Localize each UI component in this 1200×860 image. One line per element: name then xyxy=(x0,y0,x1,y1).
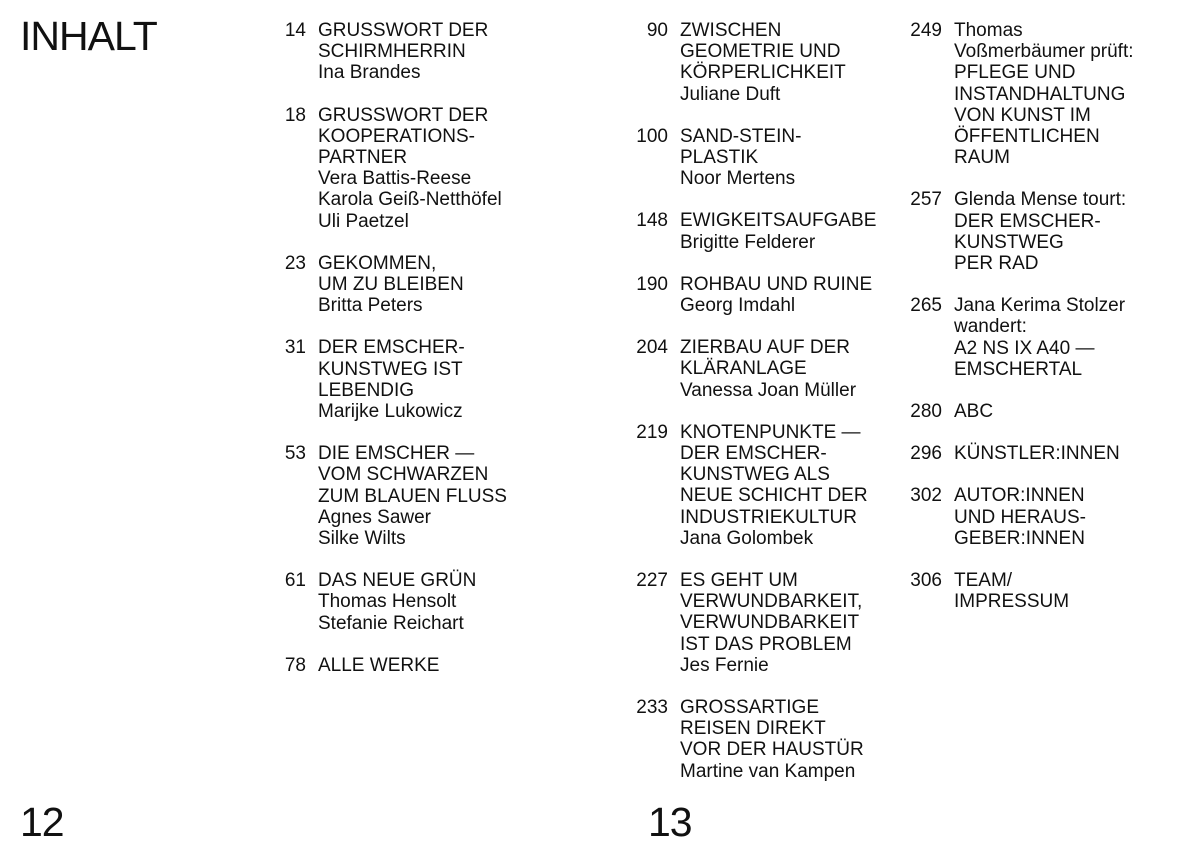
toc-entry-line: ROHBAU UND RUINE xyxy=(680,273,873,295)
toc-entry-line: Juliane Duft xyxy=(680,83,781,105)
toc-entry-line: SCHIRMHERRIN xyxy=(318,41,466,63)
toc-entry-text xyxy=(318,443,578,549)
toc-entry-line: KLÄRANLAGE xyxy=(680,358,807,380)
toc-entry-line: IST DAS PROBLEM xyxy=(680,633,852,655)
toc-entry xyxy=(620,337,915,401)
toc-entry-line: GROSSARTIGE xyxy=(680,697,820,719)
toc-entry-text xyxy=(680,20,915,105)
toc-entry-line: ZWISCHEN xyxy=(680,20,782,41)
toc-page-number: 219 xyxy=(636,421,668,443)
toc-entry-line: UND HERAUS- xyxy=(954,506,1086,528)
toc-page-number: 31 xyxy=(284,337,306,359)
toc-entry-line: VERWUNDBARKEIT, xyxy=(680,591,863,613)
toc-entry-text xyxy=(318,655,578,676)
toc-entry-line: Ina Brandes xyxy=(318,62,421,84)
toc-page-number: 204 xyxy=(636,337,668,359)
toc-entry-text xyxy=(680,126,915,190)
toc-entry-line: ES GEHT UM xyxy=(680,570,798,592)
toc-entry-line: DIE EMSCHER — xyxy=(318,443,475,465)
toc-entry xyxy=(258,655,578,676)
toc-entry-line: UM ZU BLEIBEN xyxy=(318,274,464,296)
toc-column-2 xyxy=(620,20,915,782)
toc-entry-line: wandert: xyxy=(954,316,1027,338)
toc-entry-line: Silke Wilts xyxy=(318,528,406,550)
toc-page-number: 265 xyxy=(910,295,942,317)
toc-entry-line: Agnes Sawer xyxy=(318,506,432,528)
toc-entry-line: NEUE SCHICHT DER xyxy=(680,485,868,507)
toc-page-number: 23 xyxy=(284,252,306,274)
toc-entry-text xyxy=(680,274,915,316)
toc-entry xyxy=(620,422,915,549)
toc-entry-line: PLASTIK xyxy=(680,147,759,169)
toc-entry-line: Georg Imdahl xyxy=(680,295,796,317)
toc-entry-text xyxy=(318,105,578,232)
toc-entry-line: PFLEGE UND xyxy=(954,62,1076,84)
toc-entry xyxy=(620,697,915,782)
toc-page-number: 100 xyxy=(636,125,668,147)
toc-entry-text xyxy=(954,401,1195,422)
toc-entry-line: Jana Golombek xyxy=(680,527,814,549)
toc-entry xyxy=(620,570,915,676)
toc-entry-text xyxy=(954,485,1195,549)
toc-entry-line: KÖRPERLICHKEIT xyxy=(680,62,846,84)
toc-entry-text xyxy=(954,20,1195,168)
toc-entry-text xyxy=(954,443,1195,464)
toc-entry-line: GRUSSWORT DER xyxy=(318,104,489,126)
toc-entry xyxy=(890,485,1195,549)
toc-entry xyxy=(258,105,578,232)
toc-page-number: 53 xyxy=(284,443,306,465)
toc-entry xyxy=(890,20,1195,168)
toc-page-number: 14 xyxy=(284,20,306,41)
toc-entry-text xyxy=(680,697,915,782)
toc-entry-line: Noor Mertens xyxy=(680,168,796,190)
toc-entry-line: Martine van Kampen xyxy=(680,760,856,782)
toc-entry xyxy=(890,189,1195,274)
toc-entry-text xyxy=(318,20,578,84)
toc-entry-line: Jana Kerima Stolzer xyxy=(954,295,1126,317)
toc-entry-line: EMSCHERTAL xyxy=(954,358,1083,380)
toc-entry-line: Brigitte Felderer xyxy=(680,231,816,253)
toc-entry xyxy=(890,401,1195,422)
toc-entry-line: Karola Geiß-Netthöfel xyxy=(318,189,502,211)
toc-page-number: 18 xyxy=(284,104,306,126)
toc-entry-line: KUNSTWEG xyxy=(954,231,1064,253)
toc-entry-line: PARTNER xyxy=(318,147,408,169)
toc-entry-line: Glenda Mense tourt: xyxy=(954,189,1127,211)
toc-entry-text xyxy=(680,210,915,252)
toc-page-number: 61 xyxy=(284,570,306,592)
toc-entry xyxy=(890,295,1195,380)
toc-entry-line: GEOMETRIE UND xyxy=(680,41,841,63)
toc-entry-line: RAUM xyxy=(954,147,1010,169)
toc-entry-line: VOM SCHWARZEN xyxy=(318,464,489,486)
toc-entry-text xyxy=(318,337,578,422)
toc-entry-line: Uli Paetzel xyxy=(318,210,409,232)
toc-entry-line: Marijke Lukowicz xyxy=(318,401,463,423)
toc-page-number: 227 xyxy=(636,570,668,592)
toc-entry-text xyxy=(954,189,1195,274)
toc-entry-line: ALLE WERKE xyxy=(318,654,440,676)
toc-page-number: 302 xyxy=(910,485,942,507)
toc-entry xyxy=(258,337,578,422)
toc-entry-line: TEAM/ xyxy=(954,570,1013,592)
toc-entry-line: A2 NS IX A40 — xyxy=(954,337,1095,359)
toc-entry-text xyxy=(954,295,1195,380)
toc-entry-line: AUTOR:INNEN xyxy=(954,485,1085,507)
toc-page-number: 78 xyxy=(284,654,306,676)
toc-entry xyxy=(258,443,578,549)
toc-entry-text xyxy=(680,570,915,676)
toc-entry-line: SAND-STEIN- xyxy=(680,125,802,147)
toc-entry xyxy=(258,20,578,84)
toc-entry-line: Thomas xyxy=(954,20,1023,41)
toc-entry-line: Stefanie Reichart xyxy=(318,612,464,634)
toc-entry-text xyxy=(954,570,1195,612)
toc-page-number: 280 xyxy=(910,401,942,423)
toc-entry-line: DER EMSCHER- xyxy=(954,210,1101,232)
toc-column-1 xyxy=(258,20,578,676)
toc-entry-line: LEBENDIG xyxy=(318,379,415,401)
toc-entry xyxy=(890,570,1195,612)
toc-entry xyxy=(620,126,915,190)
toc-entry-line: Britta Peters xyxy=(318,295,423,317)
toc-entry-line: VOR DER HAUSTÜR xyxy=(680,739,864,761)
toc-page-number: 233 xyxy=(636,697,668,719)
toc-entry-line: Jes Fernie xyxy=(680,654,769,676)
toc-entry-line: KÜNSTLER:INNEN xyxy=(954,443,1120,465)
toc-entry xyxy=(258,253,578,317)
toc-entry-line: KOOPERATIONS- xyxy=(318,125,475,147)
toc-entry-text xyxy=(318,253,578,317)
toc-entry-line: GEKOMMEN, xyxy=(318,252,437,274)
toc-entry-line: GEBER:INNEN xyxy=(954,527,1085,549)
toc-entry-line: VON KUNST IM xyxy=(954,104,1091,126)
toc-entry-line: INDUSTRIEKULTUR xyxy=(680,506,857,528)
toc-entry-line: EWIGKEITSAUFGABE xyxy=(680,210,877,232)
toc-entry-line: KUNSTWEG ALS xyxy=(680,464,830,486)
toc-entry xyxy=(620,210,915,252)
toc-entry-line: Vera Battis-Reese xyxy=(318,168,472,190)
page-number-right: 13 xyxy=(648,799,692,845)
toc-entry xyxy=(620,274,915,316)
toc-entry-line: PER RAD xyxy=(954,253,1039,275)
toc-page-number: 90 xyxy=(646,20,668,41)
toc-entry-line: ZIERBAU AUF DER xyxy=(680,337,850,359)
toc-entry xyxy=(620,20,915,105)
toc-entry-line: DAS NEUE GRÜN xyxy=(318,570,477,592)
toc-entry-line: ÖFFENTLICHEN xyxy=(954,126,1100,148)
toc-entry-text xyxy=(680,337,915,401)
page-number-left: 12 xyxy=(20,799,64,845)
page-title: INHALT xyxy=(20,13,157,59)
toc-page-number: 257 xyxy=(910,189,942,211)
toc-entry-line: Thomas Hensolt xyxy=(318,591,457,613)
toc-entry-line: Vanessa Joan Müller xyxy=(680,379,857,401)
toc-page-number: 148 xyxy=(636,210,668,232)
toc-entry-line: KUNSTWEG IST xyxy=(318,358,463,380)
toc-entry-line: REISEN DIREKT xyxy=(680,718,826,740)
toc-entry-line: DER EMSCHER- xyxy=(318,337,465,359)
toc-entry-line: IMPRESSUM xyxy=(954,591,1070,613)
toc-entry xyxy=(258,570,578,634)
toc-page-number: 249 xyxy=(910,20,942,41)
toc-entry xyxy=(890,443,1195,464)
toc-page-number: 306 xyxy=(910,570,942,592)
toc-column-3 xyxy=(890,20,1195,612)
toc-entry-text xyxy=(680,422,915,549)
toc-entry-line: INSTANDHALTUNG xyxy=(954,83,1126,105)
toc-entry-line: GRUSSWORT DER xyxy=(318,20,489,41)
toc-entry-line: ABC xyxy=(954,401,994,423)
toc-entry-line: ZUM BLAUEN FLUSS xyxy=(318,485,507,507)
toc-page-number: 190 xyxy=(636,273,668,295)
toc-entry-line: VERWUNDBARKEIT xyxy=(680,612,860,634)
toc-entry-text xyxy=(318,570,578,634)
toc-entry-line: KNOTENPUNKTE — xyxy=(680,421,861,443)
toc-entry-line: Voßmerbäumer prüft: xyxy=(954,41,1134,63)
toc-page-number: 296 xyxy=(910,443,942,465)
toc-entry-line: DER EMSCHER- xyxy=(680,443,827,465)
